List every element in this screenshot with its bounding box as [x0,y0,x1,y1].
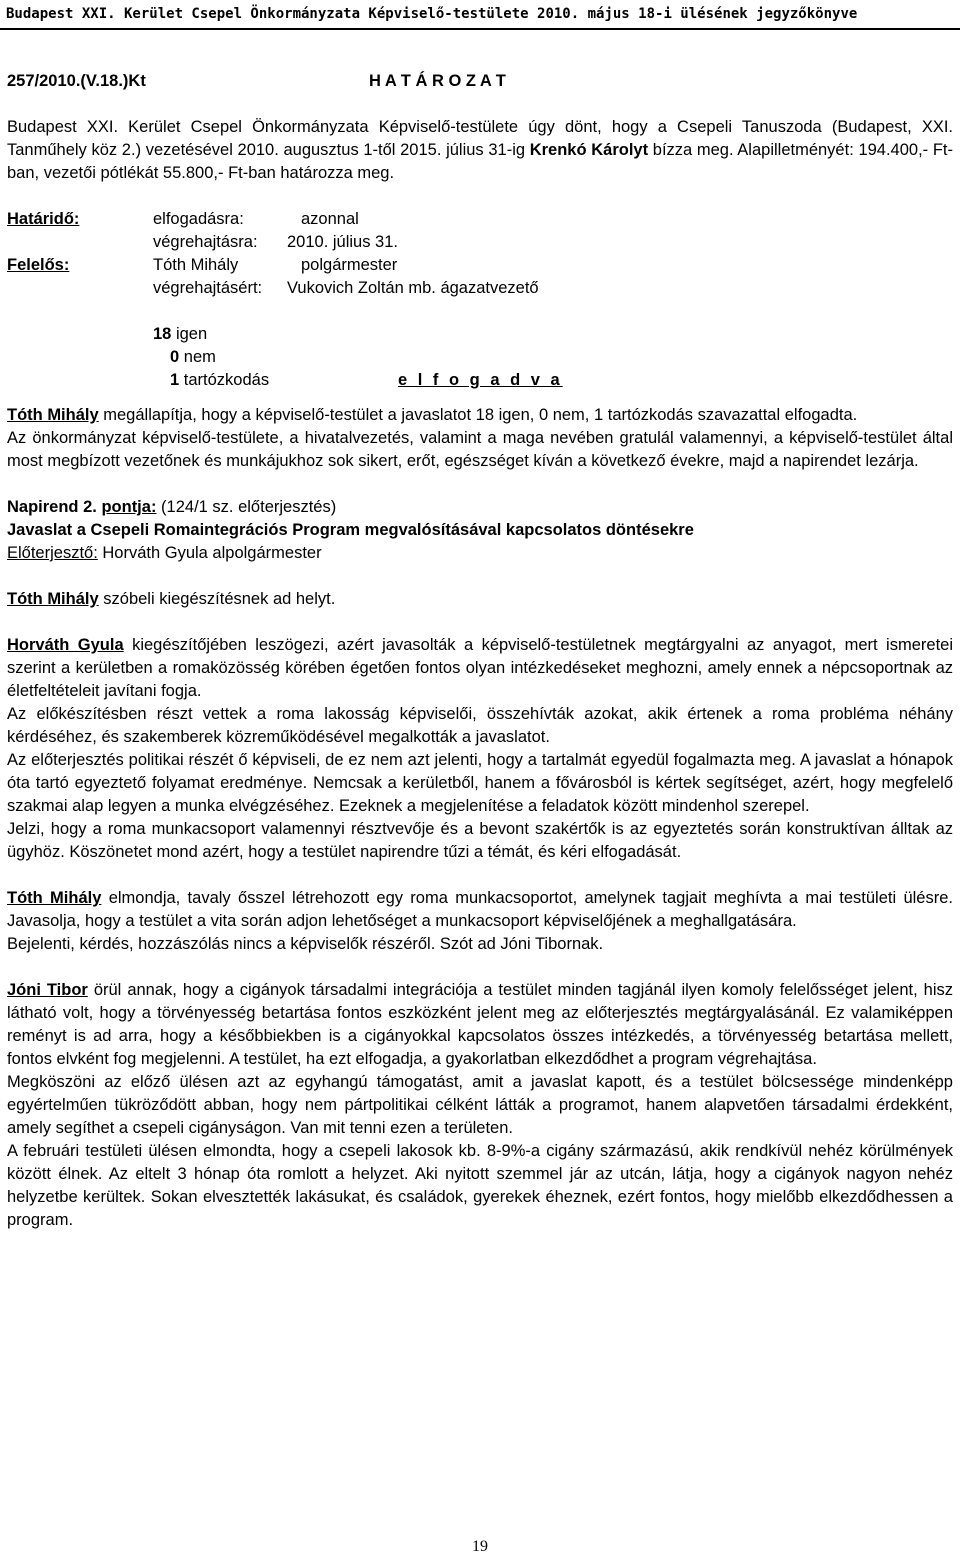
paragraph: Megköszöni az előző ülésen azt az egyhangú támogatást, amit a javaslat kapott, és a testület bölcsessége mindenképp egyértelműen tükröződött abban, hogy nem pártpolitikai célként látták a programot, hanem alapvetően társadalmi érdekként, amely segíthet a csepeli cigányságon. Van mit tenni ezen a területen. [7,1073,953,1137]
paragraph: Tóth Mihály elmondja, tavaly ősszel létrehozott egy roma munkacsoportot, amelynek tagjait meghívta a mai testületi ülésre. Javasolja, hogy a testület a vita során adjon lehetőséget a munkacsoport képviselőjének a meghallgatására. [7,889,953,930]
speaker-name: Tóth Mihály [7,590,99,608]
vote-row: 18 igen [153,325,208,343]
paragraph: Tóth Mihály szóbeli kiegészítésnek ad helyt. [7,590,336,608]
vote-row: 0 nem [170,348,216,366]
speaker-name: Horváth Gyula [7,636,124,654]
paragraph: Jóni Tibor örül annak, hogy a cigányok társadalmi integrációja a testület minden tagjánál ilyen komoly felelősséget jelent, hisz látható volt, hogy a törvényesség betartása fontos eszközként jelent meg az előterjesztés megtárgyalásánál. Ez valamiképpen reményt is ad arra, hogy a későbbiekben is a cigányokkal kapcsolatos összes intézkedés, a törvényesség betartása mellett, fontos elvként fog megjelenni. A testület, ha ezt elfogadja, a gyakorlatban elkezdődhet a program végrehajtása. [7,981,953,1068]
responsible-row: Felelős: Tóth Mihály polgármester [7,254,953,277]
vote-tally [7,323,953,392]
deadline-row: Határidő: elfogadásra: azonnal [7,208,953,231]
presenter-line: Előterjesztő: Horváth Gyula alpolgármester [7,544,322,562]
appointee-name: Krenkó Károlyt [529,141,649,159]
paragraph: Bejelenti, kérdés, hozzászólás nincs a képviselők részéről. Szót ad Jóni Tibornak. [7,935,604,953]
decision-number: 257/2010.(V.18.)Kt [7,72,146,90]
decision-heading [7,70,953,93]
document-header: Budapest XXI. Kerület Csepel Önkormányzata Képviselő-testülete 2010. május 18-i ülésének jegyzőkönyve [0,0,960,30]
paragraph: A februári testületi ülésen elmondta, hogy a csepeli lakosok kb. 8-9%-a cigány származású, akik rendkívül nehéz körülmények között élnek. Az eltelt 3 hónap óta romlott a helyzet. Aki nyitott szemmel jár az utcán, látja, hogy a cigányok nagyon nehéz helyzetbe kerültek. Sokan elvesztették lakásukat, és családok, gyerekek éheznek, ezért fontos, hogy mielőbb elkezdődhessen a program. [7,1142,953,1229]
paragraph: Tóth Mihály megállapítja, hogy a képviselő-testület a javaslatot 18 igen, 0 nem, 1 tartózkodás szavazattal elfogadta. [7,406,858,424]
agenda-line: Napirend 2. pontja: (124/1 sz. előterjesztés) [7,498,337,516]
deadline-row: végrehajtásra: 2010. július 31. [153,233,398,251]
paragraph: Az előkészítésben részt vettek a roma lakosság képviselői, összehívták azokat, akik értenek a roma probléma néhány kérdéséhez, és szakemberek közreműködésével megalkották a javaslatot. [7,705,953,746]
paragraph: Horváth Gyula kiegészítőjében leszögezi, azért javasolták a képviselő-testületnek megtárgyalni az anyagot, mert ismeretei szerint a kerületben a romaközösség körében égetően fontos olyan intézkedéseket meghozni, amely ennek a népcsoportnak az életfeltételeit javítani fogja. [7,636,953,700]
page-number: 19 [472,1538,488,1555]
decision-title: H A T Á R O Z A T [369,72,506,90]
vote-row: 1 tartózkodás e l f o g a d v a [170,369,870,392]
page-body [7,70,953,1232]
responsible-row: végrehajtásért: Vukovich Zoltán mb. ágazatvezető [153,279,539,297]
decision-fields [7,208,953,300]
vote-result: e l f o g a d v a [398,371,563,389]
paragraph: Jelzi, hogy a roma munkacsoport valamennyi résztvevője és a bevont szakértők is az egyeztetés során konstruktívan álltak az ügyhöz. Köszönetet mond azért, hogy a testület napirendre tűzi a témát, és kéri elfogadását. [7,820,953,861]
speaker-name: Tóth Mihály [7,406,99,424]
speaker-name: Tóth Mihály [7,889,102,907]
speaker-name: Jóni Tibor [7,981,88,999]
responsible-label: Felelős: [7,256,70,274]
deadline-label: Határidő: [7,210,80,228]
paragraph: Az előterjesztés politikai részét ő képviseli, de ez nem azt jelenti, hogy a tartalmát egyedül fogalmazta meg. A javaslat a hónapok óta tartó egyeztető folyamat eredménye. Nemcsak a kerületből, hanem a fővárosból is kértek segítséget, azért, hogy megfelelő szakmai alap legyen a munka elvégzéséhez. Ezeknek a megjelenítése a feladatok között mindenhol szerepel. [7,751,953,815]
paragraph: Az önkormányzat képviselő-testülete, a hivatalvezetés, valamint a maga nevében gratulál valamennyi, a képviselő-testület által most megbízott vezetőnek és munkájukhoz sok sikert, erőt, egészséget kíván a következő évekre, majd a napirendet lezárja. [7,429,953,470]
agenda-title: Javaslat a Csepeli Romaintegrációs Program megvalósításával kapcsolatos döntésekre [7,521,694,539]
decision-text: Budapest XXI. Kerület Csepel Önkormányzata Képviselő-testülete úgy dönt, hogy a Csepeli Tanuszoda (Budapest, XXI. Tanműhely köz 2.) vezetésével 2010. augusztus 1-től 2015. július 31-ig Krenkó Károlyt bízza meg. Alapilletményét: 194.400,- Ft-ban, vezetői pótlékát 55.800,- Ft-ban határozza meg. [7,118,953,182]
